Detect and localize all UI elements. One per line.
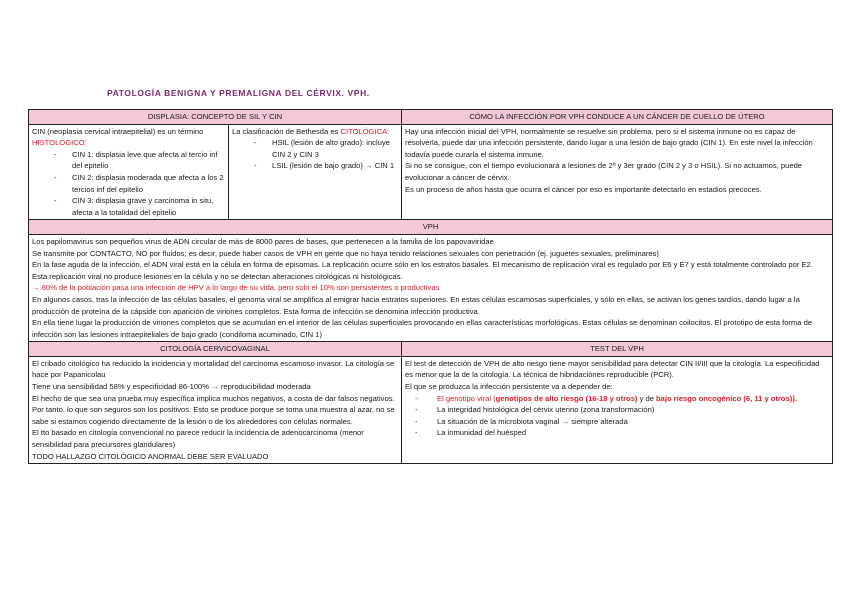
cin-intro: CIN (neoplasia cervical intraepitelial) es un término	[32, 126, 204, 136]
genotipo-text: El genotipo viral (	[437, 393, 496, 403]
displasia-header: DISPLASIA: CONCEPTO DE SIL Y CIN	[29, 110, 402, 125]
citologia-conclusion: TODO HALLAZGO CITOLÓGICO ANORMAL DEBE SER EVALUADO	[32, 451, 269, 461]
citologia-line: El cribado citológico ha reducido la incidencia y mortalidad del carcinoma escamoso invasor. La citología se hace por Papanicolau	[32, 358, 395, 380]
cin-column	[29, 125, 229, 220]
test-vph-cell	[402, 356, 833, 463]
page-title: PATOLOGÍA BENIGNA Y PREMALIGNA DEL CÉRVIX. VPH.	[107, 88, 370, 98]
displasia-cell	[29, 124, 402, 220]
bethesda-keyword: CITOLÓGICA:	[340, 126, 390, 136]
citologia-line: Tiene una sensibilidad 58% y especificidad 86-100% → reproducibilidad moderada	[32, 382, 311, 392]
vph-line: Se transmite por CONTACTO, NO por fluidos; es decir, puede haber casos de VPH en gente que no haya tenido relaciones sexuales con penetración (ej. juguetes sexuales, preliminares)	[32, 248, 659, 258]
sil-column	[229, 126, 398, 219]
test-vph-lead: El que se produzca la infección persistente va a depender de:	[405, 382, 613, 392]
infeccion-paragraph: Es un proceso de años hasta que ocurra el cáncer por eso es importante detectarlo en estadios precoces.	[405, 184, 762, 194]
sil-item: - LSIL (lesión de bajo grado) → CIN 1	[254, 160, 398, 172]
citologia-line: El hecho de que sea una prueba muy específica implica muchos negativos, a costa de dar falsos negativos. Por tanto, lo que son seguros son los positivos. Esto se produce porque se toma una muestra al azar, no se sabe si estamos cogiendo directamente de la lesión o de los alrededores con células normales.	[32, 393, 395, 426]
factor-item: - La inmunidad del huésped	[415, 427, 829, 439]
factor-item: - La integridad histológica del cérvix uterino (zona transformación)	[415, 404, 829, 416]
cin-item: - CIN 1: displasia leve que afecta al tercio inf del epitelio	[54, 149, 225, 172]
genotipo-bajo-riesgo: bajo riesgo oncogénico (6, 11 y otros)).	[656, 393, 797, 403]
vph-line: En la fase aguda de la infección, el ADN viral está en la célula en forma de episomas. La replicación ocurre sólo en los estratos basales. El mecanismo de replicación viral es regulado por E6 y E7 y está totalmente controlado por E2. Esta replicación viral no produce lesiones en la célula y no se detectan alteraciones citológicas ni histológicas.	[32, 260, 813, 281]
section1-header-row	[29, 110, 833, 125]
cin-list	[32, 149, 225, 219]
cin-keyword: HISTOLÓGICO:	[32, 138, 87, 148]
section3-header-row	[29, 342, 833, 357]
vph-body-row	[29, 234, 833, 341]
genotipo-alto-riesgo: genotipos de alto riesgo (16-18 y otros)	[495, 393, 638, 403]
section1-body-row	[29, 124, 833, 220]
infeccion-header: CÓMO LA INFECCIÓN POR VPH CONDUCE A UN CÁNCER DE CUELLO DE ÚTERO	[402, 110, 833, 125]
cin-item: - CIN 3: displasia grave y carcinoma in situ, afecta a la totalidad del epitelio	[54, 195, 225, 218]
infeccion-paragraph: Si no se consigue, con el tiempo evolucionará a lesiones de 2º y 3er grado (CIN 2 y 3 o HSIL). Si no actuamos, puede evolucionar a cáncer de cérvix.	[405, 161, 803, 182]
genotipo-connector: y de	[637, 393, 657, 403]
vph-line: Los papilomavirus son pequeños virus de ADN circular de más de 8000 pares de bases, que pertenecen a la familia de los papovaviridae	[32, 236, 494, 246]
test-vph-header: TEST DEL VPH	[402, 342, 833, 357]
vph-cell	[29, 234, 833, 341]
vph-header: VPH	[29, 220, 833, 235]
test-vph-intro: El test de detección de VPH de alto riesgo tiene mayor sensibilidad para detectar CIN II/III que la citología. La especificidad es menor que la de la citología. La técnica de hibridaciónes reproducible (PCR).	[405, 358, 820, 380]
infeccion-paragraph: Hay una infección inicial del VPH, normalmente se resuelve sin problema, pero si el sistema inmune no es capaz de resolverla, puede dar una infección persistente, dando lugar a una lesión de bajo grado (CIN 1). En este nivel la infección todavía puede curarla el sistema inmune.	[405, 126, 813, 159]
vph-header-row	[29, 220, 833, 235]
sil-list	[232, 137, 398, 172]
vph-highlight: → 80% de la población pasa una infección de HPV a lo largo de su vida, pero solo el 10% son persistentes o productivas	[32, 283, 440, 293]
factor-item: - La situación de la microbiota vaginal → siempre alterada	[415, 416, 829, 428]
cin-item: - CIN 2: displasia moderada que afecta a los 2 tercios inf del epitelio	[54, 172, 225, 195]
vph-line: En ella tiene lugar la producción de viriones completos que se acumulan en el interior de las células superficiales provocando en ellas características morfológicas. Estas células se denominan coilocitos. El prototipo de esta forma de infección son las lesiones intraepiteliales de bajo grado (condiloma acuminado, CIN 1)	[32, 318, 813, 339]
infeccion-cell	[402, 124, 833, 220]
factor-list	[405, 393, 829, 439]
bethesda-intro: La clasificación de Bethesda es	[232, 126, 341, 136]
factor-item-genotipo	[415, 393, 829, 405]
citologia-cell	[29, 356, 402, 463]
vph-line: En algunos casos, tras la infección de las células basales, el genoma viral se amplifica al emigrar hacia estratos superiores. En estas células escamosas superficiales, y sólo en ellas, se activan los genes tardíos, dando lugar a la producción de proteína de la cápside con aparición de viriones completos. Esta forma de infección se denomina infección productiva.	[32, 294, 800, 316]
notes-table	[28, 109, 833, 464]
sil-item: - HSIL (lesión de alto grado): incluye CIN 2 y CIN 3	[254, 137, 398, 160]
section3-body-row	[29, 356, 833, 463]
citologia-header: CITOLOGÍA CERVICOVAGINAL	[29, 342, 402, 357]
citologia-line: El tto basado en citología convencional no parece reducir la incidencia de adenocarcinoma (menor sensibilidad para precursores glandulares)	[32, 428, 364, 450]
